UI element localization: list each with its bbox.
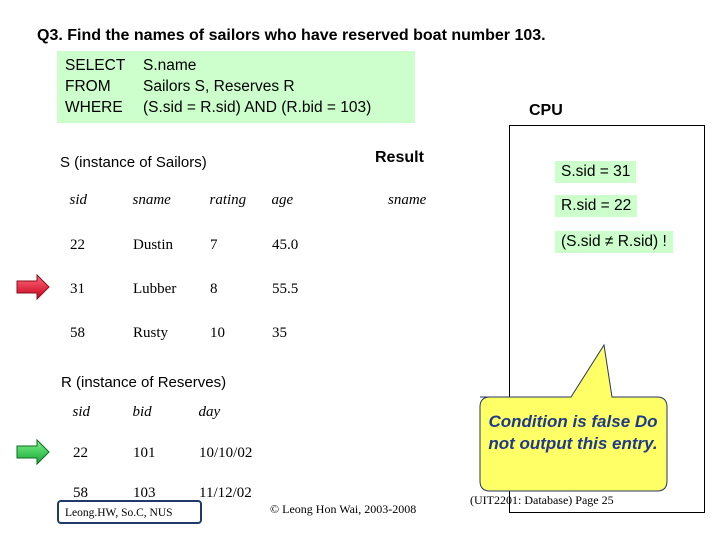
- table-cell: 58: [59, 473, 119, 513]
- table-cell: 31: [56, 267, 119, 311]
- table-cell: 35: [258, 311, 312, 355]
- sql-clause: Sailors S, Reserves R: [143, 78, 295, 95]
- callout-text: [482, 411, 664, 455]
- table-cell: 103: [119, 473, 185, 513]
- footer-author: Leong.HW, So.C, NUS: [57, 500, 202, 524]
- sql-clause: S.name: [143, 57, 197, 74]
- table-cell: 8: [196, 267, 258, 311]
- table-cell: 22: [59, 433, 119, 473]
- current-row-arrow-icon: [17, 440, 49, 464]
- table-cell: 10/10/02: [185, 433, 259, 473]
- slide-title: Q3. Find the names of sailors who have reserved boat number 103.: [37, 27, 546, 44]
- result-label: Result: [375, 149, 424, 166]
- table-cell: 55.5: [258, 267, 312, 311]
- cpu-comparison: (S.sid ≠ R.sid) !: [555, 231, 673, 253]
- table-cell: 10: [196, 311, 258, 355]
- cpu-rsid-value: R.sid = 22: [555, 195, 637, 217]
- reserves-table-label: R (instance of Reserves): [61, 374, 227, 391]
- column-header: sname: [132, 192, 171, 209]
- table-cell: 7: [196, 223, 258, 267]
- result-column-header: sname: [388, 192, 427, 208]
- sql-keyword: SELECT: [65, 57, 126, 74]
- cpu-label: CPU: [529, 102, 563, 119]
- column-header: age: [271, 192, 294, 209]
- footer-copyright: © Leong Hon Wai, 2003-2008: [270, 502, 417, 516]
- column-header: day: [198, 404, 221, 421]
- current-row-arrow-icon: [17, 275, 49, 299]
- table-cell: Lubber: [119, 267, 196, 311]
- column-header: rating: [209, 192, 247, 209]
- table-cell: 22: [56, 223, 119, 267]
- sql-keyword: WHERE: [65, 99, 123, 116]
- column-header: bid: [132, 404, 152, 421]
- sql-keyword: FROM: [65, 78, 111, 95]
- table-cell: 58: [56, 311, 119, 355]
- sql-clause: (S.sid = R.sid) AND (R.bid = 103): [143, 99, 372, 116]
- table-cell: 45.0: [258, 223, 312, 267]
- table-cell: Rusty: [119, 311, 196, 355]
- callout-message: Condition is false Do not output this entry.: [488, 412, 658, 453]
- table-cell: 11/12/02: [185, 473, 259, 513]
- table-cell: 101: [119, 433, 185, 473]
- column-header: sid: [72, 404, 91, 421]
- table-cell: Dustin: [119, 223, 196, 267]
- cpu-ssid-value: S.sid = 31: [555, 161, 636, 183]
- sailors-table-label: S (instance of Sailors): [60, 154, 207, 171]
- column-header: sid: [69, 192, 88, 209]
- footer-page: (UIT2201: Database) Page 25: [470, 493, 614, 507]
